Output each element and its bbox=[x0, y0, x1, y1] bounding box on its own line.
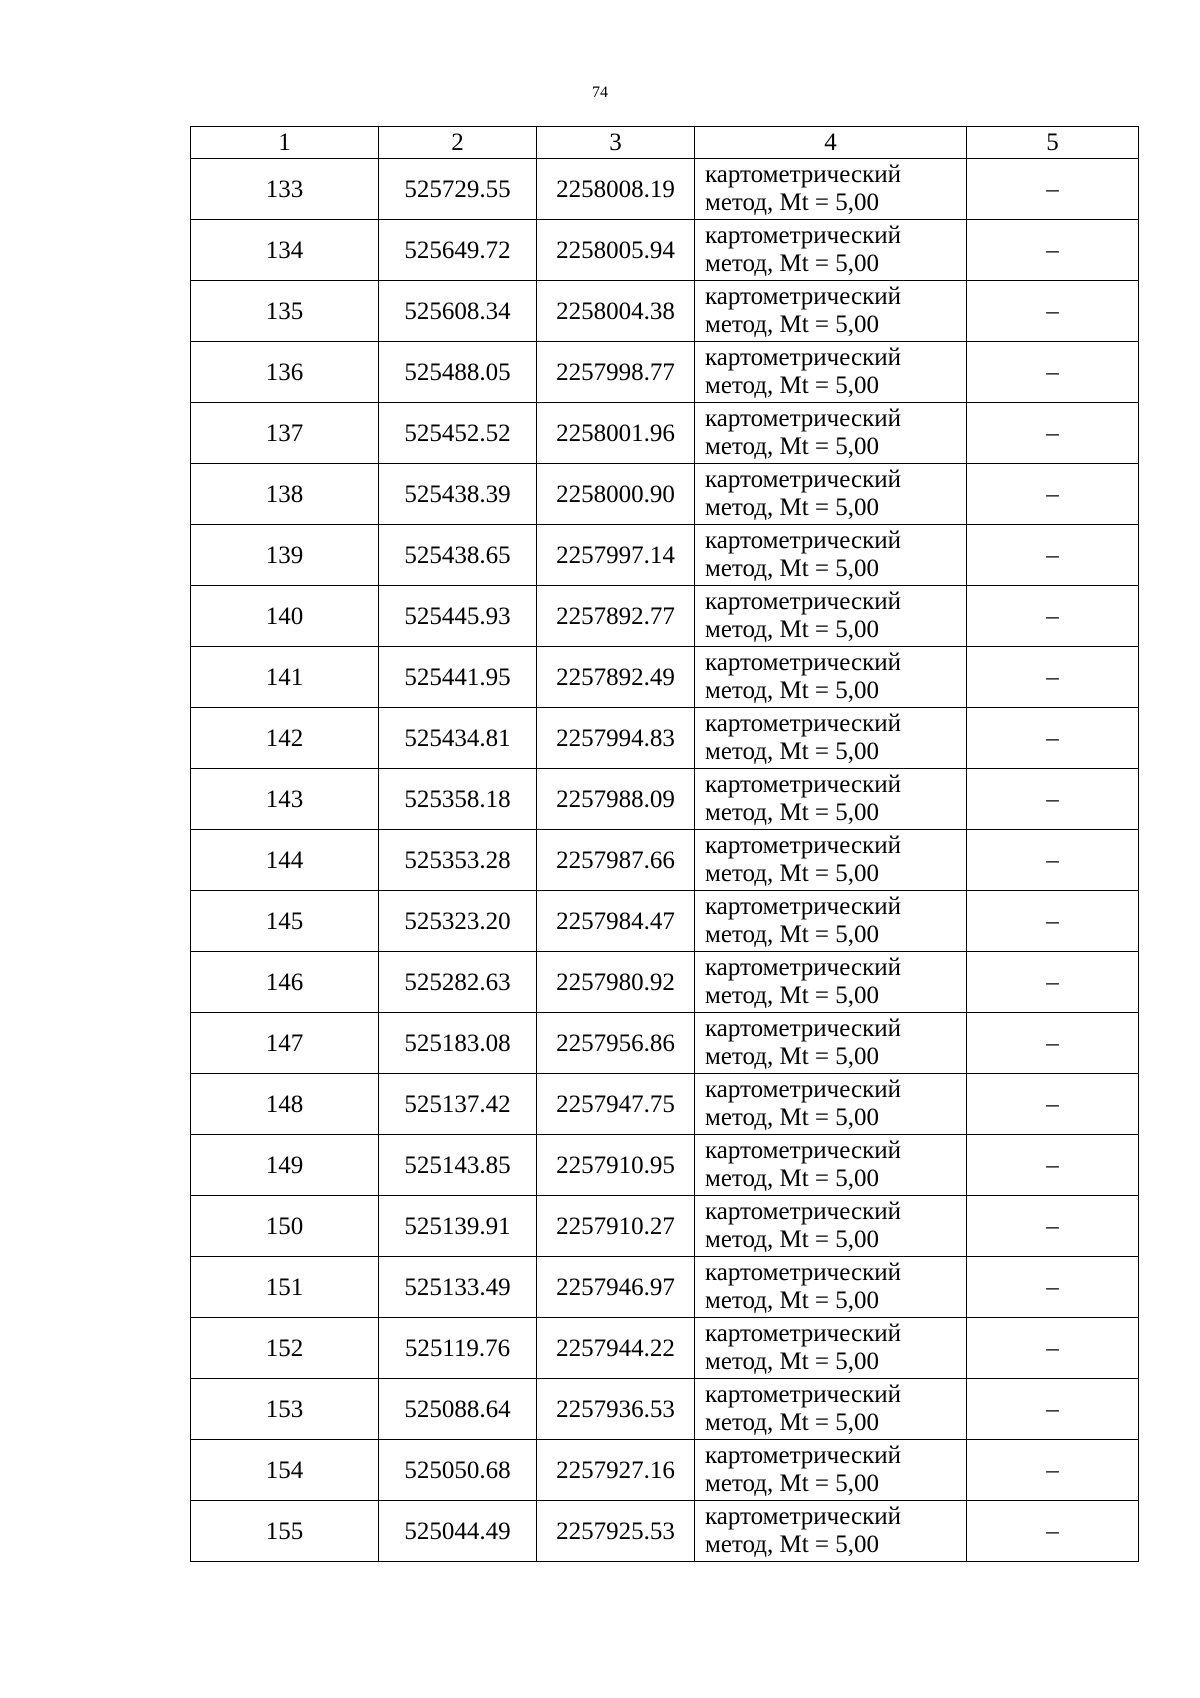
method-cell bbox=[695, 1074, 967, 1135]
x-coordinate-cell: 525445.93 bbox=[379, 586, 537, 647]
y-coordinate-cell: 2257947.75 bbox=[537, 1074, 695, 1135]
table-row bbox=[191, 1013, 1139, 1074]
x-coordinate-cell: 525649.72 bbox=[379, 220, 537, 281]
y-coordinate-cell: 2257994.83 bbox=[537, 708, 695, 769]
table-row bbox=[191, 1440, 1139, 1501]
method-line-1: картометрический bbox=[705, 1015, 901, 1042]
method-cell bbox=[695, 525, 967, 586]
table-row bbox=[191, 769, 1139, 830]
column-header-5: 5 bbox=[967, 127, 1139, 159]
method-line-1: картометрический bbox=[705, 405, 901, 432]
method-cell bbox=[695, 1501, 967, 1562]
method-line-2: метод, Mt = 5,00 bbox=[705, 677, 880, 704]
note-cell: – bbox=[967, 159, 1139, 220]
method-line-1: картометрический bbox=[705, 466, 901, 493]
method-line-2: метод, Mt = 5,00 bbox=[705, 555, 880, 582]
note-cell: – bbox=[967, 952, 1139, 1013]
method-cell bbox=[695, 1257, 967, 1318]
method-cell bbox=[695, 769, 967, 830]
table-row bbox=[191, 342, 1139, 403]
note-cell: – bbox=[967, 403, 1139, 464]
method-line-2: метод, Mt = 5,00 bbox=[705, 433, 880, 460]
note-cell: – bbox=[967, 1440, 1139, 1501]
point-number-cell: 145 bbox=[191, 891, 379, 952]
column-header-2: 2 bbox=[379, 127, 537, 159]
note-cell: – bbox=[967, 830, 1139, 891]
coordinates-table bbox=[190, 126, 1139, 1562]
method-line-2: метод, Mt = 5,00 bbox=[705, 1409, 880, 1436]
method-line-1: картометрический bbox=[705, 1442, 901, 1469]
x-coordinate-cell: 525183.08 bbox=[379, 1013, 537, 1074]
column-header-1: 1 bbox=[191, 127, 379, 159]
column-header-4: 4 bbox=[695, 127, 967, 159]
method-line-1: картометрический bbox=[705, 832, 901, 859]
note-cell: – bbox=[967, 1196, 1139, 1257]
point-number-cell: 150 bbox=[191, 1196, 379, 1257]
table-row bbox=[191, 525, 1139, 586]
method-line-1: картометрический bbox=[705, 161, 901, 188]
note-cell: – bbox=[967, 220, 1139, 281]
method-cell bbox=[695, 1379, 967, 1440]
x-coordinate-cell: 525133.49 bbox=[379, 1257, 537, 1318]
point-number-cell: 147 bbox=[191, 1013, 379, 1074]
point-number-cell: 142 bbox=[191, 708, 379, 769]
point-number-cell: 154 bbox=[191, 1440, 379, 1501]
y-coordinate-cell: 2258005.94 bbox=[537, 220, 695, 281]
x-coordinate-cell: 525119.76 bbox=[379, 1318, 537, 1379]
note-cell: – bbox=[967, 769, 1139, 830]
method-cell bbox=[695, 830, 967, 891]
table-row bbox=[191, 586, 1139, 647]
y-coordinate-cell: 2258008.19 bbox=[537, 159, 695, 220]
x-coordinate-cell: 525353.28 bbox=[379, 830, 537, 891]
method-line-1: картометрический bbox=[705, 222, 901, 249]
point-number-cell: 148 bbox=[191, 1074, 379, 1135]
method-line-1: картометрический bbox=[705, 344, 901, 371]
note-cell: – bbox=[967, 1318, 1139, 1379]
x-coordinate-cell: 525143.85 bbox=[379, 1135, 537, 1196]
method-line-2: метод, Mt = 5,00 bbox=[705, 372, 880, 399]
x-coordinate-cell: 525323.20 bbox=[379, 891, 537, 952]
method-line-2: метод, Mt = 5,00 bbox=[705, 1104, 880, 1131]
table-row bbox=[191, 1257, 1139, 1318]
method-line-2: метод, Mt = 5,00 bbox=[705, 1470, 880, 1497]
point-number-cell: 136 bbox=[191, 342, 379, 403]
point-number-cell: 143 bbox=[191, 769, 379, 830]
note-cell: – bbox=[967, 525, 1139, 586]
method-line-1: картометрический bbox=[705, 1259, 901, 1286]
method-cell bbox=[695, 1318, 967, 1379]
method-line-1: картометрический bbox=[705, 1076, 901, 1103]
method-cell bbox=[695, 647, 967, 708]
method-cell bbox=[695, 403, 967, 464]
method-line-2: метод, Mt = 5,00 bbox=[705, 1287, 880, 1314]
note-cell: – bbox=[967, 1074, 1139, 1135]
method-line-1: картометрический bbox=[705, 588, 901, 615]
point-number-cell: 151 bbox=[191, 1257, 379, 1318]
note-cell: – bbox=[967, 342, 1139, 403]
table-row bbox=[191, 952, 1139, 1013]
point-number-cell: 134 bbox=[191, 220, 379, 281]
method-cell bbox=[695, 281, 967, 342]
method-line-2: метод, Mt = 5,00 bbox=[705, 1043, 880, 1070]
method-line-2: метод, Mt = 5,00 bbox=[705, 494, 880, 521]
y-coordinate-cell: 2257988.09 bbox=[537, 769, 695, 830]
method-cell bbox=[695, 159, 967, 220]
method-line-1: картометрический bbox=[705, 710, 901, 737]
x-coordinate-cell: 525282.63 bbox=[379, 952, 537, 1013]
method-line-1: картометрический bbox=[705, 893, 901, 920]
y-coordinate-cell: 2257925.53 bbox=[537, 1501, 695, 1562]
point-number-cell: 138 bbox=[191, 464, 379, 525]
method-line-1: картометрический bbox=[705, 1198, 901, 1225]
table-row bbox=[191, 1379, 1139, 1440]
table-row bbox=[191, 1074, 1139, 1135]
y-coordinate-cell: 2257910.27 bbox=[537, 1196, 695, 1257]
table-row bbox=[191, 281, 1139, 342]
y-coordinate-cell: 2257998.77 bbox=[537, 342, 695, 403]
note-cell: – bbox=[967, 647, 1139, 708]
x-coordinate-cell: 525358.18 bbox=[379, 769, 537, 830]
x-coordinate-cell: 525441.95 bbox=[379, 647, 537, 708]
x-coordinate-cell: 525137.42 bbox=[379, 1074, 537, 1135]
note-cell: – bbox=[967, 1379, 1139, 1440]
table-row bbox=[191, 1318, 1139, 1379]
note-cell: – bbox=[967, 891, 1139, 952]
method-cell bbox=[695, 342, 967, 403]
table-row bbox=[191, 1501, 1139, 1562]
method-line-2: метод, Mt = 5,00 bbox=[705, 921, 880, 948]
point-number-cell: 144 bbox=[191, 830, 379, 891]
method-line-1: картометрический bbox=[705, 649, 901, 676]
table-row bbox=[191, 1135, 1139, 1196]
method-cell bbox=[695, 464, 967, 525]
method-cell bbox=[695, 891, 967, 952]
point-number-cell: 137 bbox=[191, 403, 379, 464]
note-cell: – bbox=[967, 1135, 1139, 1196]
note-cell: – bbox=[967, 464, 1139, 525]
method-line-1: картометрический bbox=[705, 283, 901, 310]
y-coordinate-cell: 2257980.92 bbox=[537, 952, 695, 1013]
method-cell bbox=[695, 1013, 967, 1074]
table-row bbox=[191, 159, 1139, 220]
point-number-cell: 152 bbox=[191, 1318, 379, 1379]
note-cell: – bbox=[967, 586, 1139, 647]
method-line-2: метод, Mt = 5,00 bbox=[705, 799, 880, 826]
method-line-1: картометрический bbox=[705, 954, 901, 981]
table-row bbox=[191, 647, 1139, 708]
note-cell: – bbox=[967, 1501, 1139, 1562]
x-coordinate-cell: 525044.49 bbox=[379, 1501, 537, 1562]
y-coordinate-cell: 2257946.97 bbox=[537, 1257, 695, 1318]
method-line-1: картометрический bbox=[705, 527, 901, 554]
y-coordinate-cell: 2257936.53 bbox=[537, 1379, 695, 1440]
x-coordinate-cell: 525488.05 bbox=[379, 342, 537, 403]
point-number-cell: 139 bbox=[191, 525, 379, 586]
table-row bbox=[191, 220, 1139, 281]
column-header-3: 3 bbox=[537, 127, 695, 159]
method-line-1: картометрический bbox=[705, 771, 901, 798]
point-number-cell: 133 bbox=[191, 159, 379, 220]
point-number-cell: 153 bbox=[191, 1379, 379, 1440]
method-cell bbox=[695, 586, 967, 647]
y-coordinate-cell: 2257944.22 bbox=[537, 1318, 695, 1379]
note-cell: – bbox=[967, 1257, 1139, 1318]
method-line-2: метод, Mt = 5,00 bbox=[705, 1165, 880, 1192]
table-row bbox=[191, 891, 1139, 952]
method-line-1: картометрический bbox=[705, 1381, 901, 1408]
x-coordinate-cell: 525438.39 bbox=[379, 464, 537, 525]
y-coordinate-cell: 2257892.49 bbox=[537, 647, 695, 708]
method-line-2: метод, Mt = 5,00 bbox=[705, 616, 880, 643]
method-line-2: метод, Mt = 5,00 bbox=[705, 1531, 880, 1558]
method-cell bbox=[695, 952, 967, 1013]
method-line-2: метод, Mt = 5,00 bbox=[705, 311, 880, 338]
table-header-row bbox=[191, 127, 1139, 159]
x-coordinate-cell: 525434.81 bbox=[379, 708, 537, 769]
y-coordinate-cell: 2257910.95 bbox=[537, 1135, 695, 1196]
table-row bbox=[191, 403, 1139, 464]
x-coordinate-cell: 525438.65 bbox=[379, 525, 537, 586]
x-coordinate-cell: 525139.91 bbox=[379, 1196, 537, 1257]
y-coordinate-cell: 2257892.77 bbox=[537, 586, 695, 647]
method-line-2: метод, Mt = 5,00 bbox=[705, 860, 880, 887]
method-cell bbox=[695, 1135, 967, 1196]
x-coordinate-cell: 525608.34 bbox=[379, 281, 537, 342]
point-number-cell: 140 bbox=[191, 586, 379, 647]
y-coordinate-cell: 2258004.38 bbox=[537, 281, 695, 342]
x-coordinate-cell: 525088.64 bbox=[379, 1379, 537, 1440]
table-row bbox=[191, 1196, 1139, 1257]
y-coordinate-cell: 2257956.86 bbox=[537, 1013, 695, 1074]
point-number-cell: 149 bbox=[191, 1135, 379, 1196]
point-number-cell: 135 bbox=[191, 281, 379, 342]
method-line-2: метод, Mt = 5,00 bbox=[705, 1226, 880, 1253]
table-row bbox=[191, 708, 1139, 769]
point-number-cell: 141 bbox=[191, 647, 379, 708]
note-cell: – bbox=[967, 708, 1139, 769]
method-line-2: метод, Mt = 5,00 bbox=[705, 738, 880, 765]
x-coordinate-cell: 525729.55 bbox=[379, 159, 537, 220]
method-cell bbox=[695, 1440, 967, 1501]
method-line-1: картометрический bbox=[705, 1503, 901, 1530]
table-row bbox=[191, 464, 1139, 525]
method-line-2: метод, Mt = 5,00 bbox=[705, 1348, 880, 1375]
method-line-1: картометрический bbox=[705, 1320, 901, 1347]
y-coordinate-cell: 2258001.96 bbox=[537, 403, 695, 464]
y-coordinate-cell: 2257984.47 bbox=[537, 891, 695, 952]
y-coordinate-cell: 2257927.16 bbox=[537, 1440, 695, 1501]
method-cell bbox=[695, 708, 967, 769]
point-number-cell: 155 bbox=[191, 1501, 379, 1562]
y-coordinate-cell: 2257987.66 bbox=[537, 830, 695, 891]
note-cell: – bbox=[967, 1013, 1139, 1074]
y-coordinate-cell: 2258000.90 bbox=[537, 464, 695, 525]
note-cell: – bbox=[967, 281, 1139, 342]
method-line-2: метод, Mt = 5,00 bbox=[705, 982, 880, 1009]
page-number: 74 bbox=[592, 84, 608, 101]
method-line-2: метод, Mt = 5,00 bbox=[705, 189, 880, 216]
table-row bbox=[191, 830, 1139, 891]
x-coordinate-cell: 525452.52 bbox=[379, 403, 537, 464]
x-coordinate-cell: 525050.68 bbox=[379, 1440, 537, 1501]
y-coordinate-cell: 2257997.14 bbox=[537, 525, 695, 586]
point-number-cell: 146 bbox=[191, 952, 379, 1013]
method-cell bbox=[695, 220, 967, 281]
method-line-2: метод, Mt = 5,00 bbox=[705, 250, 880, 277]
method-cell bbox=[695, 1196, 967, 1257]
method-line-1: картометрический bbox=[705, 1137, 901, 1164]
